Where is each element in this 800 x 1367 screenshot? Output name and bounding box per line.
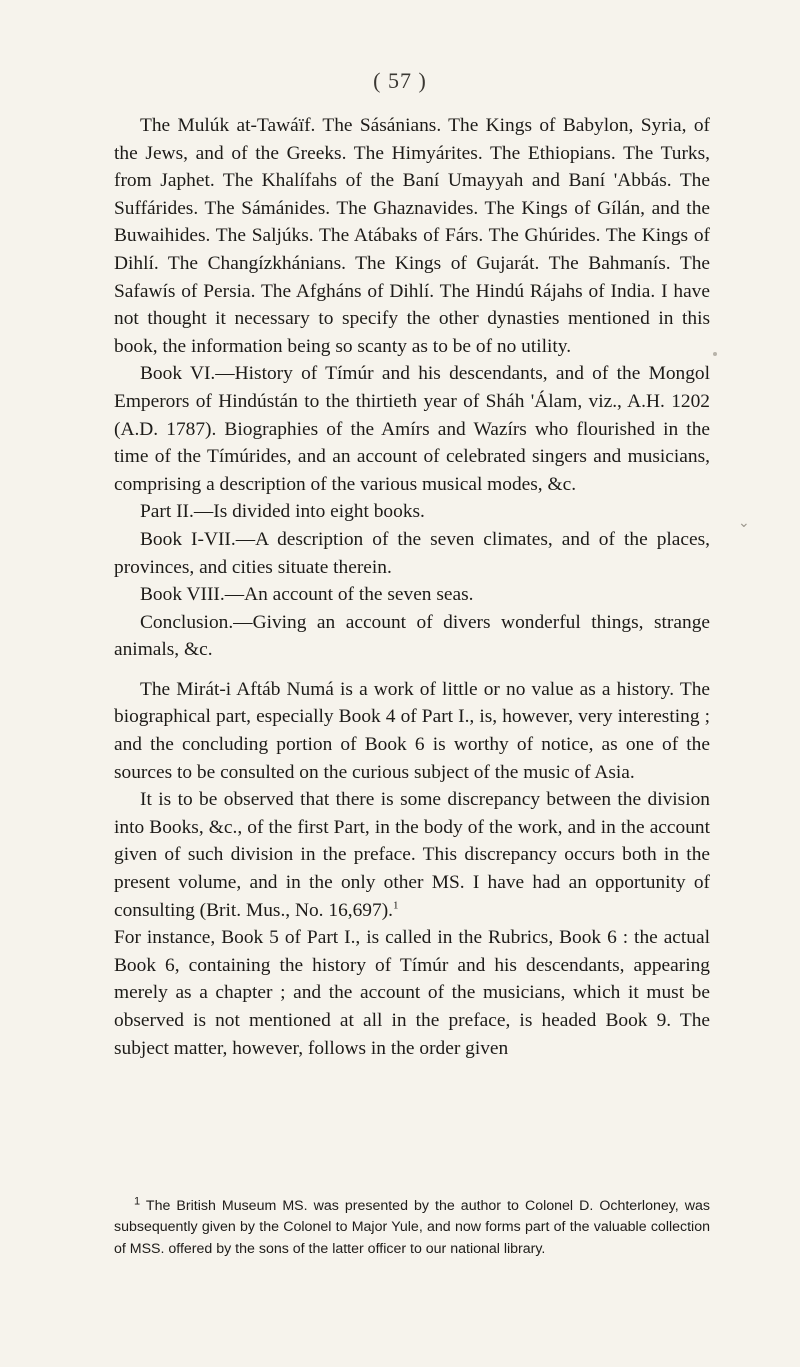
paragraph-dynasties: The Mulúk at-Tawáïf. The Sásánians. The Kings of Babylon, Syria, of the Jews, and of the Greeks. The Himyárites. The Ethiopians. The Turks, from Japhet. The Khalífahs of the Baní Umayyah and Baní 'Abbás. The Suffárides. The Sámánides. The Ghaznavides. The Kings of Gílán, and the Buwaihides. The Saljúks. The Atábaks of Fárs. The Ghúrides. The Kings of Dihlí. The Changízkhánians. The Kings of Gujarát. The Bahmanís. The Safawís of Persia. The Afgháns of Dihlí. The Hindú Rájahs of India. I have not thought it necessary to specify the other dynasties mentioned in this book, the information being so scanty as to be of no utility. bbox=[114, 115, 710, 357]
footnote-number: 1 bbox=[134, 1195, 141, 1208]
footnote-reference[interactable]: 1 bbox=[393, 899, 399, 912]
paragraph-part-ii: Part II.—Is divided into eight books. bbox=[140, 501, 425, 523]
footnote-text: The British Museum MS. was presented by the author to Colonel D. Ochterloney, was subsequently given by the Colonel to Major Yule, and now forms part of the valuable collection of MSS. offered by the sons of the latter officer to our national library. bbox=[114, 1198, 710, 1257]
paragraph-mirat-assessment: The Mirát-i Aftáb Numá is a work of little or no value as a history. The biographical part, especially Book 4 of Part I., is, however, very interesting ; and the concluding portion of Book 6 is worthy of notice, as one of the sources to be consulted on the curious subject of the music of Asia. bbox=[114, 678, 710, 783]
paragraph-book-vi: Book VI.—History of Tímúr and his descendants, and of the Mongol Emperors of Hindústán to the thirtieth year of Sháh 'Álam, viz., A.H. 1202 (A.D. 1787). Biographies of the Amírs and Wazírs who flourished in the time of the Tímúrides, and an account of celebrated singers and musicians, comprising a description of the various musical modes, &c. bbox=[114, 363, 710, 495]
paragraph-book-i-vii: Book I-VII.—A description of the seven climates, and of the places, provinces, and cities situate therein. bbox=[114, 528, 710, 578]
paragraph-discrepancy bbox=[114, 786, 710, 924]
paragraph-conclusion: Conclusion.—Giving an account of divers wonderful things, strange animals, &c. bbox=[114, 611, 710, 661]
page-number: ( 57 ) bbox=[373, 68, 427, 93]
footnotes bbox=[114, 1196, 710, 1260]
paragraph-instance: For instance, Book 5 of Part I., is called in the Rubrics, Book 6 : the actual Book 6, containing the history of Tímúr and his descendants, appearing merely as a chapter ; and the account of the musicians, which it must be observed is not mentioned at all in the preface, is headed Book 9. The subject matter, however, follows in the order given bbox=[114, 927, 710, 1059]
paragraph-book-viii: Book VIII.—An account of the seven seas. bbox=[140, 584, 474, 606]
printing-speck bbox=[713, 352, 717, 356]
margin-mark: ⌄ bbox=[738, 516, 750, 531]
paragraph-discrepancy-text: It is to be observed that there is some discrepancy between the division into Books, &c., of the first Part, in the body of the work, and in the account given of such division in the preface. This discrepancy occurs both in the present volume, and in the only other MS. I have had an opportunity of consulting (Brit. Mus., No. 16,697). bbox=[114, 789, 710, 921]
footnote bbox=[114, 1196, 710, 1260]
body-text bbox=[114, 112, 710, 1062]
